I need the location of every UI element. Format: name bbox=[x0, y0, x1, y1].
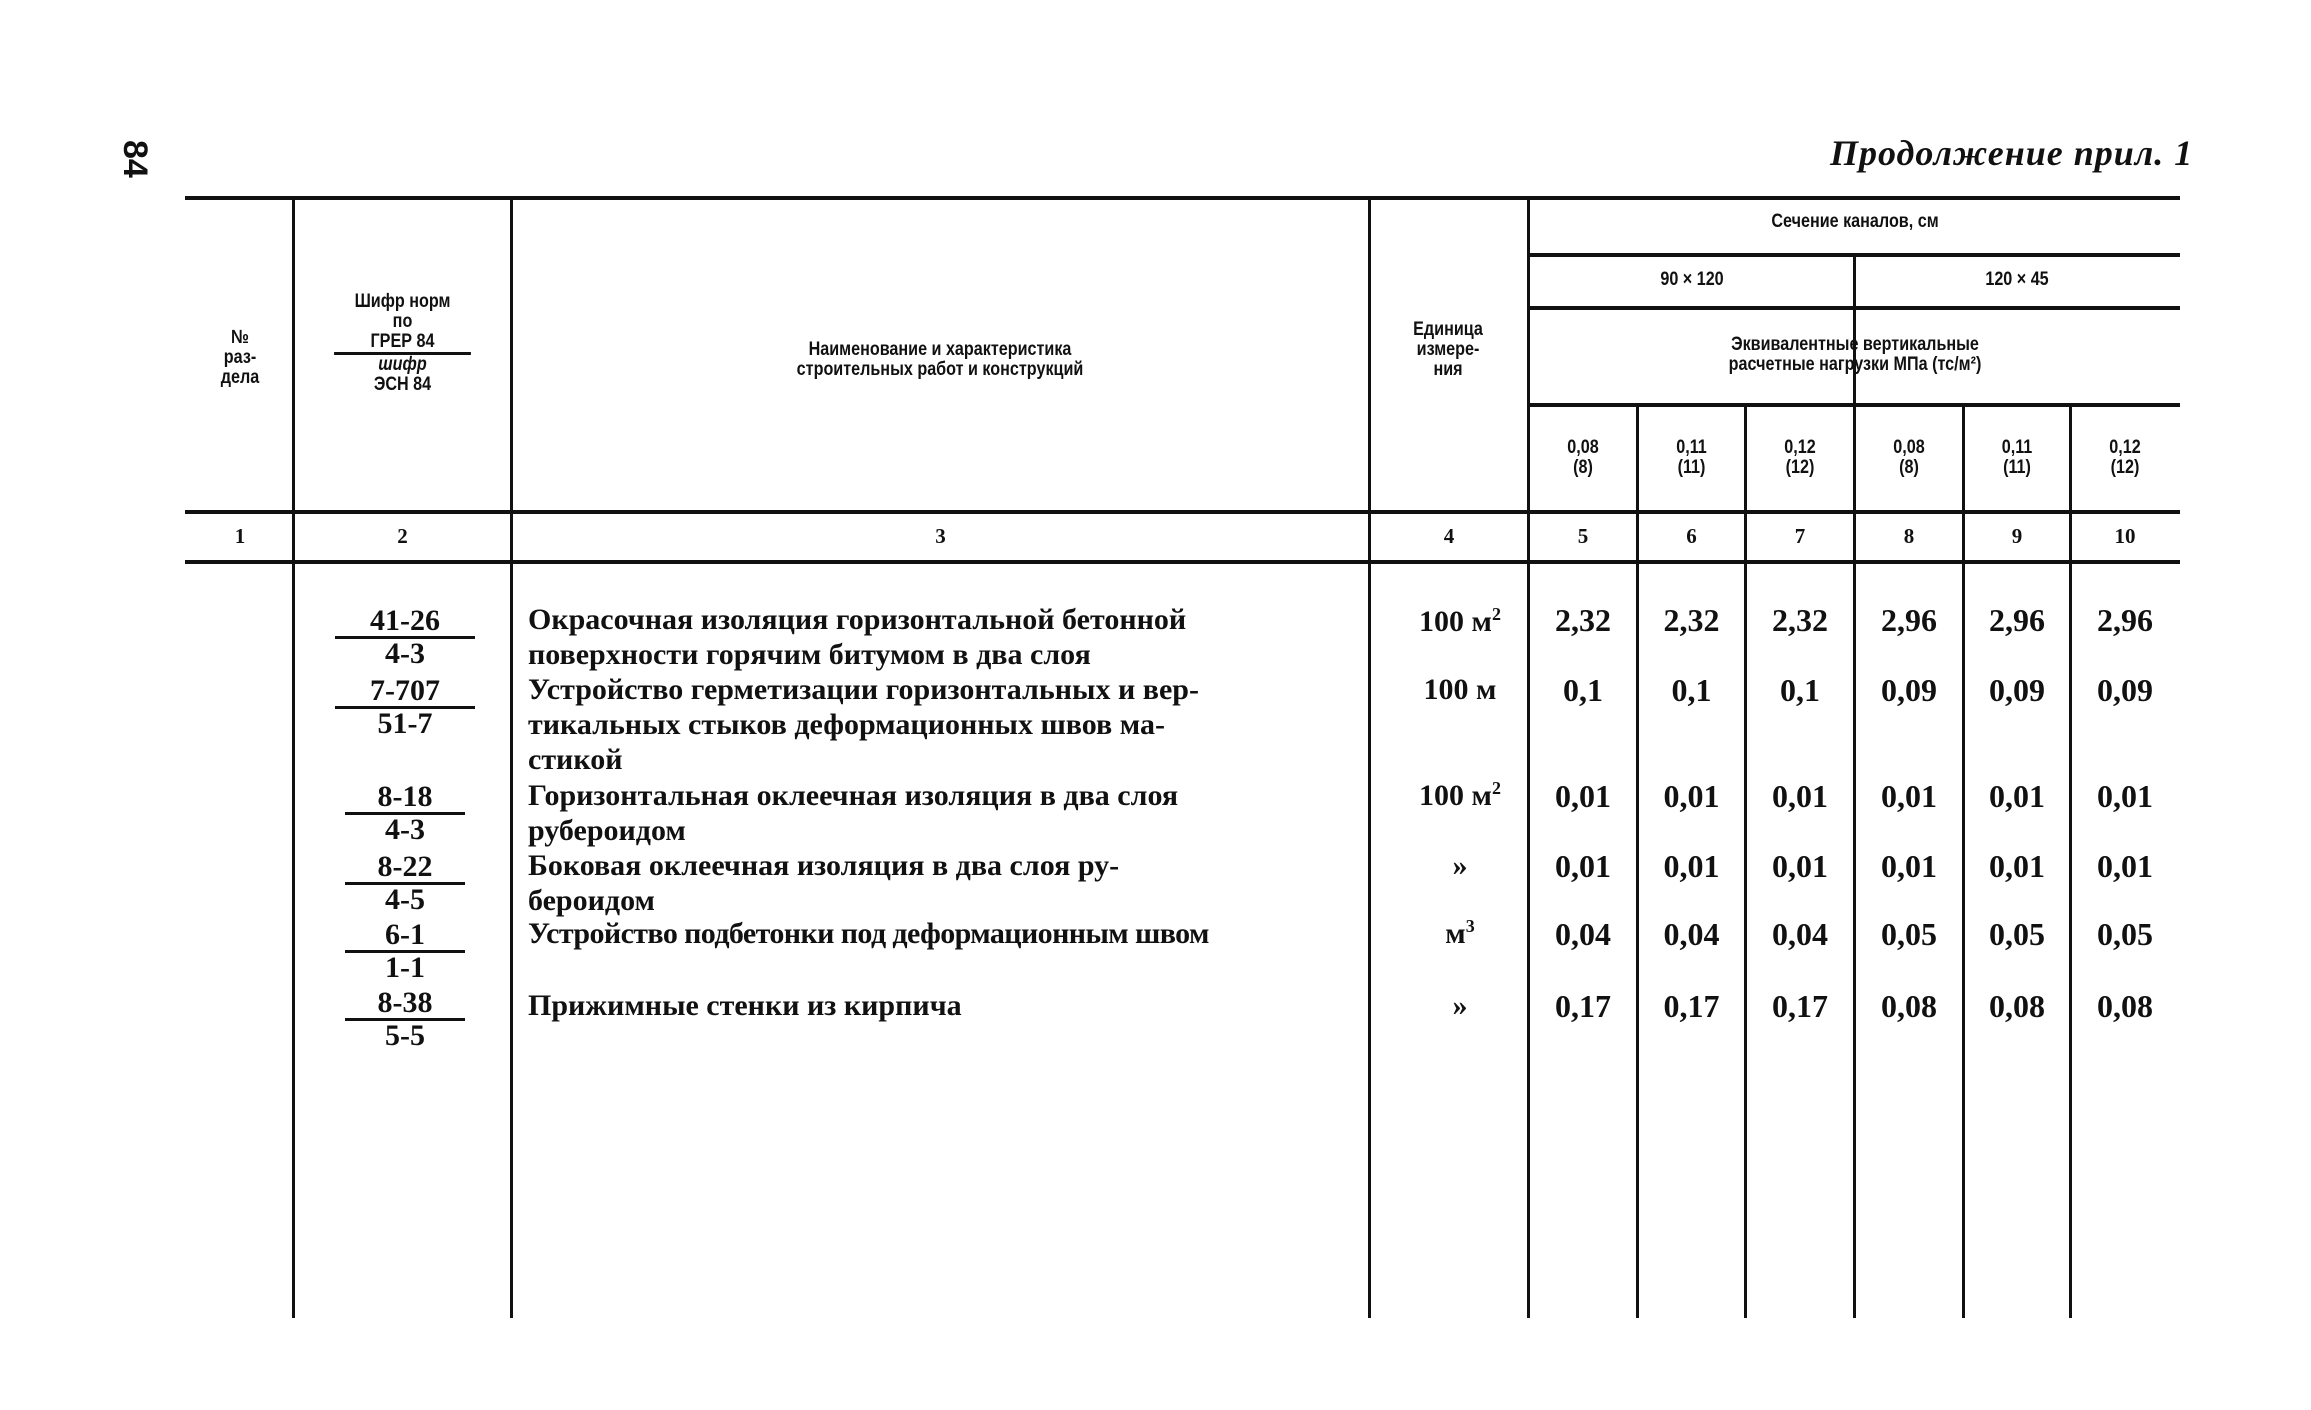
colnum-bottom-rule bbox=[185, 560, 2180, 564]
work-description: Горизонтальная оклеечная изоляция в два слоя рубероидом bbox=[528, 779, 1179, 847]
value-col9: 0,01 bbox=[1989, 778, 2045, 814]
value-col6: 0,1 bbox=[1671, 672, 1712, 708]
colnum-8: 8 bbox=[1903, 524, 1915, 548]
value-col5: 0,01 bbox=[1555, 778, 1611, 814]
colnum-1: 1 bbox=[234, 524, 246, 548]
value-col5: 0,17 bbox=[1555, 988, 1611, 1024]
colnum-3: 3 bbox=[935, 524, 946, 548]
header-unit: Единица измере- ния bbox=[1413, 319, 1483, 380]
header-load-5: 0,11 (11) bbox=[2001, 437, 2033, 478]
colnum-9: 9 bbox=[2011, 524, 2023, 548]
unit: 100 $м^2$ bbox=[1419, 778, 1501, 812]
header-bottom-rule bbox=[185, 510, 2180, 514]
col-divider-4 bbox=[1527, 198, 1530, 1318]
value-col6: 0,01 bbox=[1663, 778, 1720, 814]
header-load-6: 0,12 (12) bbox=[2109, 437, 2141, 478]
norm-code: $\frac{8-22}{4-5}$ bbox=[345, 852, 465, 915]
value-col6: 0,04 bbox=[1663, 916, 1720, 952]
colnum-7: 7 bbox=[1794, 524, 1806, 548]
colnum-6: 6 bbox=[1686, 524, 1697, 548]
value-col10: 0,09 bbox=[2097, 672, 2153, 708]
value-col10: 2,96 bbox=[2097, 602, 2153, 638]
value-col5: 2,32 bbox=[1555, 602, 1611, 638]
colnum-4: 4 bbox=[1443, 524, 1455, 548]
col-divider-3 bbox=[1368, 198, 1371, 1318]
page-number-text: 84 bbox=[116, 140, 154, 178]
value-col9: 0,08 bbox=[1989, 988, 2045, 1024]
value-col6: 0,01 bbox=[1663, 848, 1720, 884]
value-col7: 0,04 bbox=[1772, 916, 1828, 952]
header-load-1: 0,08 (8) bbox=[1567, 437, 1599, 478]
work-description: Окрасочная изоляция горизонтальной бетонной поверхности горячим битумом в два слоя bbox=[528, 603, 1187, 671]
value-col10: 0,01 bbox=[2097, 848, 2153, 884]
unit: » bbox=[1452, 849, 1468, 882]
value-col8: 0,05 bbox=[1881, 916, 1937, 952]
value-col8: 0,08 bbox=[1881, 988, 1937, 1024]
unit: $м^3$ bbox=[1445, 916, 1475, 950]
norm-code: $\frac{7-707}{51-7}$ bbox=[335, 676, 475, 739]
value-col8: 0,01 bbox=[1881, 778, 1937, 814]
colnum-10: 10 bbox=[2114, 524, 2136, 548]
work-description: Устройство подбетонки под деформационным швом bbox=[528, 917, 1209, 950]
header-description: Наименование и характеристика строительных работ и конструкций bbox=[796, 339, 1084, 380]
value-col9: 0,05 bbox=[1989, 916, 2045, 952]
work-description: Прижимные стенки из кирпича bbox=[528, 989, 962, 1022]
value-col9: 0,01 bbox=[1989, 848, 2045, 884]
page-title: Продолжение прил. 1 bbox=[1830, 133, 2194, 173]
value-col7: 0,01 bbox=[1772, 778, 1828, 814]
header-subgroup-120x45: 120 × 45 bbox=[1985, 269, 2049, 290]
norm-code: $\frac{8-18}{4-3}$ bbox=[345, 782, 465, 845]
value-col10: 0,01 bbox=[2097, 778, 2153, 814]
norm-code: $\frac{6-1}{1-1}$ bbox=[345, 920, 465, 983]
work-description: Боковая оклеечная изоляция в два слоя ру- бероидом bbox=[528, 849, 1120, 917]
value-col6: 0,17 bbox=[1663, 988, 1720, 1024]
value-col9: 2,96 bbox=[1989, 602, 2045, 638]
value-col9: 0,09 bbox=[1989, 672, 2045, 708]
unit: » bbox=[1452, 989, 1468, 1022]
table-top-rule bbox=[185, 196, 2180, 200]
page-number bbox=[118, 140, 158, 180]
value-col8: 0,09 bbox=[1881, 672, 1937, 708]
unit: 100 $м^2$ bbox=[1419, 604, 1501, 638]
value-col7: 0,17 bbox=[1772, 988, 1828, 1024]
colnum-5: 5 bbox=[1577, 524, 1589, 548]
header-channel-section: Сечение каналов, см bbox=[1771, 211, 1939, 232]
value-col5: 0,01 bbox=[1555, 848, 1611, 884]
col-divider-2 bbox=[510, 198, 513, 1318]
header-section-number: № раз- дела bbox=[220, 327, 260, 388]
value-col5: 0,04 bbox=[1555, 916, 1611, 952]
norm-code: $\frac{8-38}{5-5}$ bbox=[345, 988, 465, 1051]
value-col7: 2,32 bbox=[1772, 602, 1828, 638]
header-load-3: 0,12 (12) bbox=[1784, 437, 1816, 478]
value-col6: 2,32 bbox=[1663, 602, 1720, 638]
value-col7: 0,01 bbox=[1772, 848, 1828, 884]
value-col8: 2,96 bbox=[1881, 602, 1937, 638]
value-col7: 0,1 bbox=[1780, 672, 1820, 708]
header-load-4: 0,08 (8) bbox=[1893, 437, 1925, 478]
value-col8: 0,01 bbox=[1881, 848, 1937, 884]
colnum-2: 2 bbox=[397, 524, 408, 548]
norm-code: $\frac{41-26}{4-3}$ bbox=[335, 606, 475, 669]
work-description: Устройство герметизации горизонтальных и вер- тикальных стыков деформационных швов ма- стикой bbox=[528, 673, 1199, 776]
col-divider-1 bbox=[292, 198, 295, 1318]
header-load-2: 0,11 (11) bbox=[1676, 437, 1707, 478]
header-loads-title: Эквивалентные вертикальные расчетные нагрузки МПа (тс/м²) bbox=[1728, 334, 1982, 375]
value-col5: 0,1 bbox=[1563, 672, 1603, 708]
unit: 100 м bbox=[1423, 673, 1497, 706]
value-col10: 0,08 bbox=[2097, 988, 2153, 1024]
value-col10: 0,05 bbox=[2097, 916, 2153, 952]
header-norm-code: Шифр норм по ГРЕР 84 шифр ЭСН 84 bbox=[315, 292, 489, 395]
header-subgroup-90x120: 90 × 120 bbox=[1660, 269, 1724, 290]
